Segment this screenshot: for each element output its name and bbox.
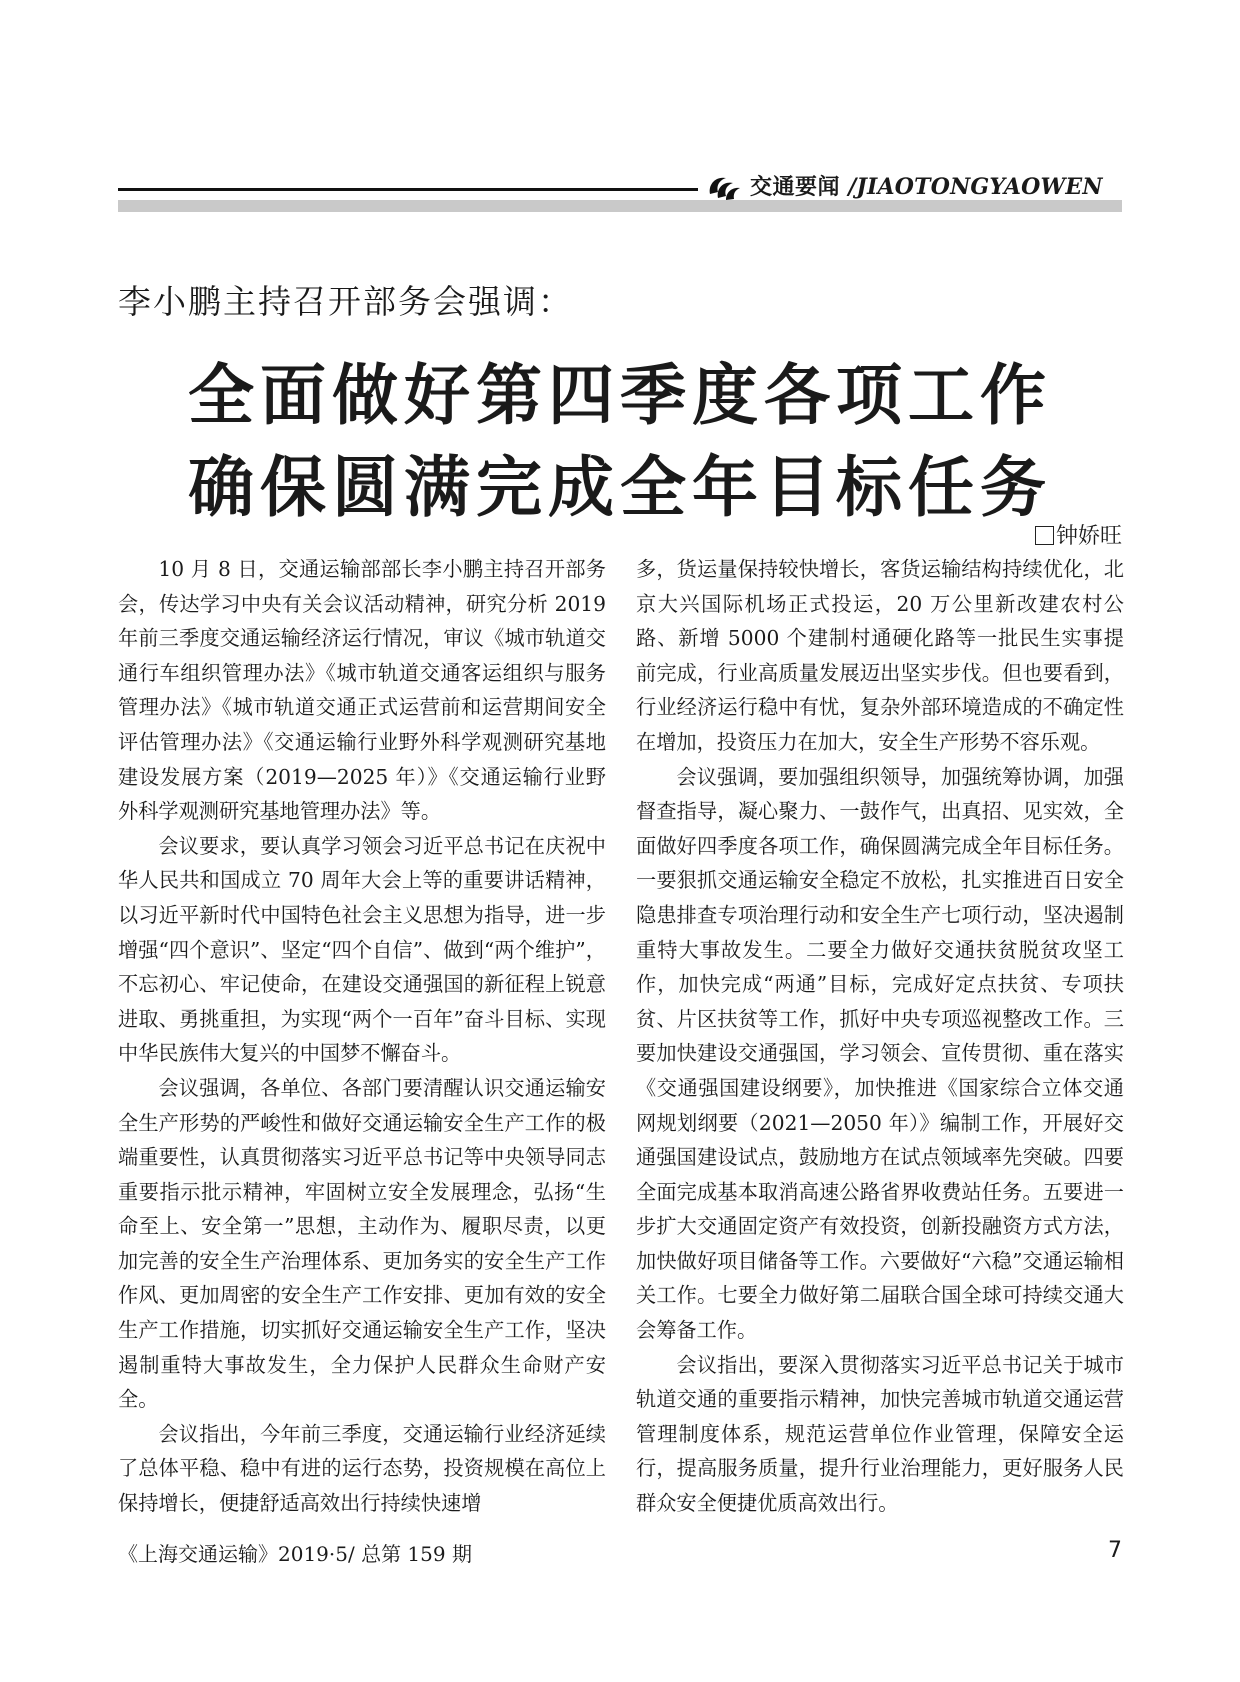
journal-citation: 《上海交通运输》2019·5/ 总第 159 期 — [118, 1542, 472, 1566]
paragraph: 10 月 8 日，交通运输部部长李小鹏主持召开部务会，传达学习中央有关会议活动精神，研究分析 2019 年前三季度交通运输经济运行情况，审议《城市轨道交通行车组织管理办法》《城市轨道交通客运组织与服务管理办法》《城市轨道交通正式运营前和运营期间安全评估管理办法》《交通运输行业野外科学观测研究基地建设发展方案（2019—2025 年）》《交通运输行业野外科学观测研究基地管理办法》等。 — [118, 557, 606, 824]
paragraph: 会议指出，要深入贯彻落实习近平总书记关于城市轨道交通的重要指示精神，加快完善城市轨道交通运营管理制度体系，规范运营单位作业管理，保障安全运行，提高服务质量，提升行业治理能力，更好服务人民群众安全便捷优质高效出行。 — [636, 1352, 1124, 1516]
section-title-en: /JIAOTONGYAOWEN — [848, 174, 1103, 200]
right-column — [636, 552, 1124, 1521]
byline-box-icon — [1035, 526, 1054, 545]
paragraph: 会议指出，今年前三季度，交通运输行业经济延续了总体平稳、稳中有进的运行态势，投资规模在高位上保持增长，便捷舒适高效出行持续快速增 — [118, 1421, 606, 1516]
headline-line-2: 确保圆满完成全年目标任务 — [188, 449, 1052, 526]
swirl-logo-icon — [706, 172, 744, 202]
header-band — [118, 200, 1122, 212]
paragraph: 会议强调，各单位、各部门要清醒认识交通运输安全生产形势的严峻性和做好交通运输安全生产工作的极端重要性，认真贯彻落实习近平总书记等中央领导同志重要指示批示精神，牢固树立安全发展理念，弘扬“生命至上、安全第一”思想，主动作为、履职尽责，以更加完善的安全生产治理体系、更加务实的安全生产工作作风、更加周密的安全生产工作安排、更加有效的安全生产工作措施，切实抓好交通运输安全生产工作，坚决遏制重特大事故发生，全力保护人民群众生命财产安全。 — [118, 1075, 606, 1412]
paragraph: 会议要求，要认真学习领会习近平总书记在庆祝中华人民共和国成立 70 周年大会上等的重要讲话精神，以习近平新时代中国特色社会主义思想为指导，进一步增强“四个意识”、坚定“四个自信”、做到“两个维护”，不忘初心、牢记使命，在建设交通强国的新征程上锐意进取、勇挑重担，为实现“两个一百年”奋斗目标、实现中华民族伟大复兴的中国梦不懈奋斗。 — [118, 833, 606, 1066]
left-column — [118, 552, 606, 1521]
page-number: 7 — [1108, 1538, 1122, 1563]
byline — [1035, 519, 1122, 550]
byline-author: 钟娇旺 — [1055, 524, 1122, 549]
section-title — [750, 170, 1103, 201]
section-title-cn: 交通要闻 — [750, 175, 841, 200]
paragraph: 会议强调，要加强组织领导，加强统筹协调，加强督查指导，凝心聚力、一鼓作气，出真招、见实效，全面做好四季度各项工作，确保圆满完成全年目标任务。一要狠抓交通运输安全稳定不放松，扎实推进百日安全隐患排查专项治理行动和安全生产七项行动，坚决遏制重特大事故发生。二要全力做好交通扶贫脱贫攻坚工作，加快完成“两通”目标，完成好定点扶贫、专项扶贫、片区扶贫等工作，抓好中央专项巡视整改工作。三要加快建设交通强国，学习领会、宣传贯彻、重在落实《交通强国建设纲要》，加快推进《国家综合立体交通网规划纲要（2021—2050 年）》编制工作，开展好交通强国建设试点，鼓励地方在试点领域率先突破。四要全面完成基本取消高速公路省界收费站任务。五要进一步扩大交通固定资产有效投资，创新投融资方式方法，加快做好项目储备等工作。六要做好“六稳”交通运输相关工作。七要全力做好第二届联合国全球可持续交通大会筹备工作。 — [636, 764, 1124, 1343]
paragraph: 多，货运量保持较快增长，客货运输结构持续优化，北京大兴国际机场正式投运，20 万公里新改建农村公路、新增 5000 个建制村通硬化路等一批民生实事提前完成，行业高质量发展迈出坚实步伐。但也要看到，行业经济运行稳中有忧，复杂外部环境造成的不确定性在增加，投资压力在加大，安全生产形势不容乐观。 — [636, 557, 1124, 754]
article-kicker: 李小鹏主持召开部务会强调： — [118, 282, 573, 321]
header-rule — [118, 188, 698, 191]
headline-line-1: 全面做好第四季度各项工作 — [188, 357, 1052, 434]
